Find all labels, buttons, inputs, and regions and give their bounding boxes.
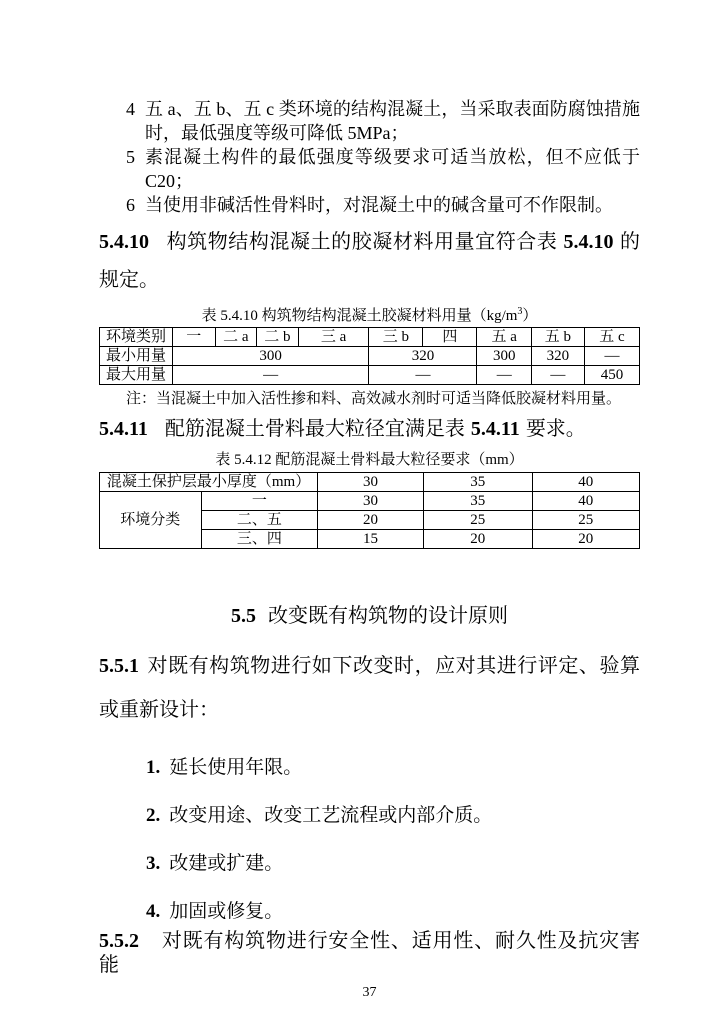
table-row-group-label: 环境分类: [100, 492, 202, 549]
table-header-cell: 五 a: [477, 328, 532, 347]
list-item: [126, 193, 640, 217]
table-header-cell: 30: [318, 473, 424, 492]
list-item: [146, 900, 640, 924]
list-item: [146, 756, 640, 780]
table-cell: 450: [584, 366, 639, 385]
table-5-4-12: [99, 472, 640, 549]
table-row-label: 最小用量: [100, 347, 173, 366]
clause-text: 的规定。: [99, 231, 641, 291]
table-row: [100, 492, 640, 511]
table-cell: 300: [477, 347, 532, 366]
list-item-number: 3.: [146, 853, 161, 874]
table-header-cell: 五 c: [584, 328, 639, 347]
list-item: [146, 852, 640, 876]
table-5-4-12-caption: 表 5.4.12 配筋混凝土骨料最大粒径要求（mm）: [215, 452, 524, 468]
table-cell: 30: [318, 492, 424, 511]
clause-number: 5.5.1: [99, 655, 139, 677]
table-cell: 25: [532, 511, 640, 530]
table-cell: 20: [423, 530, 532, 549]
numbered-list-top: [126, 97, 640, 217]
table-row-label: 三、四: [201, 530, 318, 549]
list-item-number: 4.: [146, 901, 161, 922]
clause-5-4-11: [99, 417, 640, 441]
caption-superscript: 3: [517, 306, 523, 317]
table-cell: —: [584, 347, 639, 366]
table-note: 注：当混凝土中加入活性掺和料、高效减水剂时可适当降低胶凝材料用量。: [126, 391, 622, 407]
list-item-text: 改建或扩建。: [169, 853, 284, 874]
table-cell: 300: [172, 347, 369, 366]
table-header-cell: 40: [532, 473, 640, 492]
clause-text: 对既有构筑物进行安全性、适用性、耐久性及抗灾害能: [99, 930, 640, 976]
clause-number: 5.4.10: [99, 231, 149, 253]
table-header-cell: 环境类别: [100, 328, 173, 347]
clause-text: 要求。: [525, 418, 586, 440]
section-5-5-heading: [99, 604, 640, 628]
table-reference: 5.4.10: [563, 231, 614, 253]
table-row-label: 一: [201, 492, 318, 511]
section-title: 改变既有构筑物的设计原则: [268, 605, 508, 627]
table-cell: 35: [423, 492, 532, 511]
list-item-number: 5: [126, 147, 135, 167]
clause-number: 5.4.11: [99, 418, 148, 440]
clause-5-4-10: [99, 223, 640, 299]
list-item-number: 1.: [146, 757, 161, 778]
table-header-cell: 三 a: [298, 328, 369, 347]
table-cell: 25: [423, 511, 532, 530]
table-cell: —: [172, 366, 369, 385]
table-cell: —: [369, 366, 477, 385]
list-item-text: 素混凝土构件的最低强度等级要求可适当放松，但不应低于 C20；: [145, 147, 640, 191]
table-row-label: 二、五: [201, 511, 318, 530]
caption-text: 表 5.4.10 构筑物结构混凝土胶凝材料用量（kg/m: [201, 308, 518, 324]
table-row: [100, 347, 640, 366]
table-cell: 320: [531, 347, 584, 366]
table-cell: 20: [532, 530, 640, 549]
table-cell: 40: [532, 492, 640, 511]
table-row: [100, 366, 640, 385]
table-5-4-10-caption: [99, 303, 640, 325]
clause-text: 对既有构筑物进行如下改变时，应对其进行评定、验算或重新设计：: [99, 655, 640, 721]
table-row: [100, 473, 640, 492]
table-cell: 15: [318, 530, 424, 549]
list-item-text: 五 a、五 b、五 c 类环境的结构混凝土，当采取表面防腐蚀措施时，最低强度等级可降低 5MPa；: [145, 99, 640, 143]
numbered-sub-list: [146, 756, 640, 924]
clause-text: 构筑物结构混凝土的胶凝材料用量宜符合表: [166, 231, 558, 253]
table-header-cell: 四: [423, 328, 477, 347]
list-item: [126, 145, 640, 193]
table-header-cell: 35: [423, 473, 532, 492]
table-row: [100, 328, 640, 347]
clause-number: 5.5.2: [99, 930, 139, 952]
table-header-cell: 三 b: [369, 328, 423, 347]
clause-5-5-1: [99, 644, 640, 732]
list-item-text: 加固或修复。: [169, 901, 284, 922]
table-reference: 5.4.11: [470, 418, 520, 440]
table-header-cell: 二 b: [257, 328, 299, 347]
table-row-label: 最大用量: [100, 366, 173, 385]
list-item-number: 4: [126, 99, 135, 119]
table-cell: 20: [318, 511, 424, 530]
caption-text: ）: [522, 308, 538, 324]
page-number: 37: [362, 985, 377, 1000]
section-number: 5.5: [231, 605, 256, 627]
table-cell: 320: [369, 347, 477, 366]
clause-5-5-2: [99, 929, 640, 977]
table-cell: —: [531, 366, 584, 385]
table-cell: —: [477, 366, 532, 385]
list-item-number: 6: [126, 195, 135, 215]
list-item-text: 延长使用年限。: [169, 757, 303, 778]
clause-text: 配筋混凝土骨料最大粒径宜满足表: [164, 418, 465, 440]
table-5-4-10: [99, 327, 640, 385]
list-item-text: 当使用非碱活性骨料时，对混凝土中的碱含量可不作限制。: [145, 195, 613, 215]
list-item: [126, 97, 640, 145]
list-item-text: 改变用途、改变工艺流程或内部介质。: [169, 805, 493, 826]
list-item: [146, 804, 640, 828]
table-header-cell: 二 a: [215, 328, 257, 347]
table-header-cell: 五 b: [531, 328, 584, 347]
table-header-label: 混凝土保护层最小厚度（mm）: [100, 473, 318, 492]
list-item-number: 2.: [146, 805, 161, 826]
table-header-cell: 一: [172, 328, 215, 347]
